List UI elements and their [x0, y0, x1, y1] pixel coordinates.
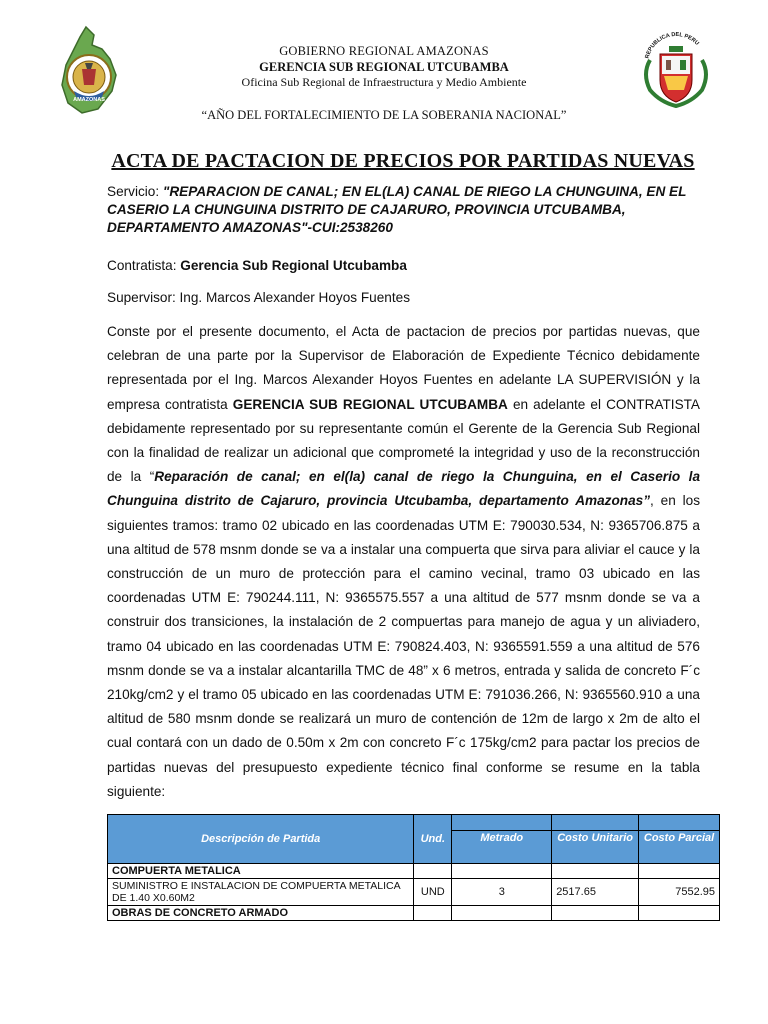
body-text-1: Conste por el presente documento, el Acta de pactacion de precios por partidas nuevas, que celebran de una parte por la Supervisor de Elaboración de Expediente Técnico debidamente representada por el Ing. Marcos Alexander Hoyos Fuentes en adelante LA SUPERVISIÓN y la empresa contratista [107, 324, 700, 412]
row-description: SUMINISTRO E INSTALACION DE COMPUERTA METALICA DE 1.40 X0.60M2 [108, 879, 414, 906]
row-metrado: 3 [452, 879, 552, 906]
logo-right-text: REPUBLICA DEL PERU [644, 31, 700, 60]
body-text-3: , en los siguientes tramos: tramo 02 ubicado en las coordenadas UTM E: 790030.534, N: 9365706.875 a una altitud de 578 msnm donde se va a instalar una compuerta que sirva para aliviar el cauce y la construcción de un muro de protección para el camino vecinal, tramo 03 ubicado en las coordenadas UTM E: 790244.111, N: 9365575.557 a una altitud de 577 msnm donde se va a construir dos transiciones, la instalación de 2 compuertas para manejo de agua y un aliviadero, tramo 04 ubicado en las coordenadas UTM E: 790824.403, N: 9365591.559 a una altitud de 576 msnm donde se va a instalar alcantarilla TMC de 48” x 6 metros, entrada y salida de concreto F´c 210kg/cm2 y el tramo 05 ubicado en las coordenadas UTM E: 791036.266, N: 9365560.910 a una altitud de 580 msnm donde se realizará un muro de contención de 12m de largo x 2m de alto el cual contará con un dado de 0.50m x 2m con concreto F´c 175kg/cm2 para pactar los precios de partidas nuevas del presupuesto expediente técnico final conforme se resume en la tabla siguiente: [107, 493, 701, 799]
year-motto: “AÑO DEL FORTALECIMIENTO DE LA SOBERANIA NACIONAL” [201, 108, 567, 122]
table-row [108, 879, 720, 906]
supervisor-line: Supervisor: Ing. Marcos Alexander Hoyos Fuentes [107, 290, 410, 305]
contractor-line [107, 258, 701, 273]
row-unit: UND [414, 879, 452, 906]
section-compuerta: COMPUERTA METALICA [108, 864, 414, 879]
document-title: ACTA DE PACTACION DE PRECIOS POR PARTIDAS NUEVAS [111, 150, 695, 172]
body-paragraph [107, 320, 700, 804]
header-government: GOBIERNO REGIONAL AMAZONAS [279, 44, 489, 58]
service-label: Servicio: [107, 184, 160, 199]
contractor-value: Gerencia Sub Regional Utcubamba [180, 258, 407, 273]
header-office: Oficina Sub Regional de Infraestructura y Medio Ambiente [241, 75, 527, 89]
price-table [107, 814, 720, 921]
contractor-label: Contratista: [107, 258, 177, 273]
table-section-row [108, 864, 720, 879]
header-gerencia: GERENCIA SUB REGIONAL UTCUBAMBA [259, 60, 509, 74]
body-bold-contractor: GERENCIA SUB REGIONAL UTCUBAMBA [232, 396, 508, 412]
header-metrado: Metrado [452, 831, 552, 864]
header-description: Descripción de Partida [108, 815, 414, 864]
row-partial-cost: 7552.95 [639, 879, 720, 906]
header-unit-cost: Costo Unitario [552, 831, 639, 864]
row-unit-cost: 2517.65 [552, 879, 639, 906]
table-section-row [108, 906, 720, 921]
service-value: "REPARACION DE CANAL; EN EL(LA) CANAL DE RIEGO LA CHUNGUINA, EN EL CASERIO LA CHUNGUINA DISTRITO DE CAJARURO, PROVINCIA UTCUBAMBA, DEPARTAMENTO AMAZONAS"-CUI:2538260 [107, 184, 687, 235]
section-concreto: OBRAS DE CONCRETO ARMADO [108, 906, 414, 921]
header-unit: Und. [414, 815, 452, 864]
logo-left-text: AMAZONAS [73, 97, 105, 103]
header-partial-cost: Costo Parcial [639, 831, 720, 864]
body-bold-project: Reparación de canal; en el(la) canal de riego la Chunguina, en el Caserio la Chunguina distrito de Cajaruro, provincia Utcubamba, departamento Amazonas” [107, 469, 701, 509]
service-block [107, 183, 701, 237]
body-text-2: en adelante el CONTRATISTA debidamente representado por su representante común el Gerente de la Gerencia Sub Regional con la finalidad de realizar un adicional que comprometé la integridad y uso de la reconstrucción de la “ [107, 396, 700, 485]
